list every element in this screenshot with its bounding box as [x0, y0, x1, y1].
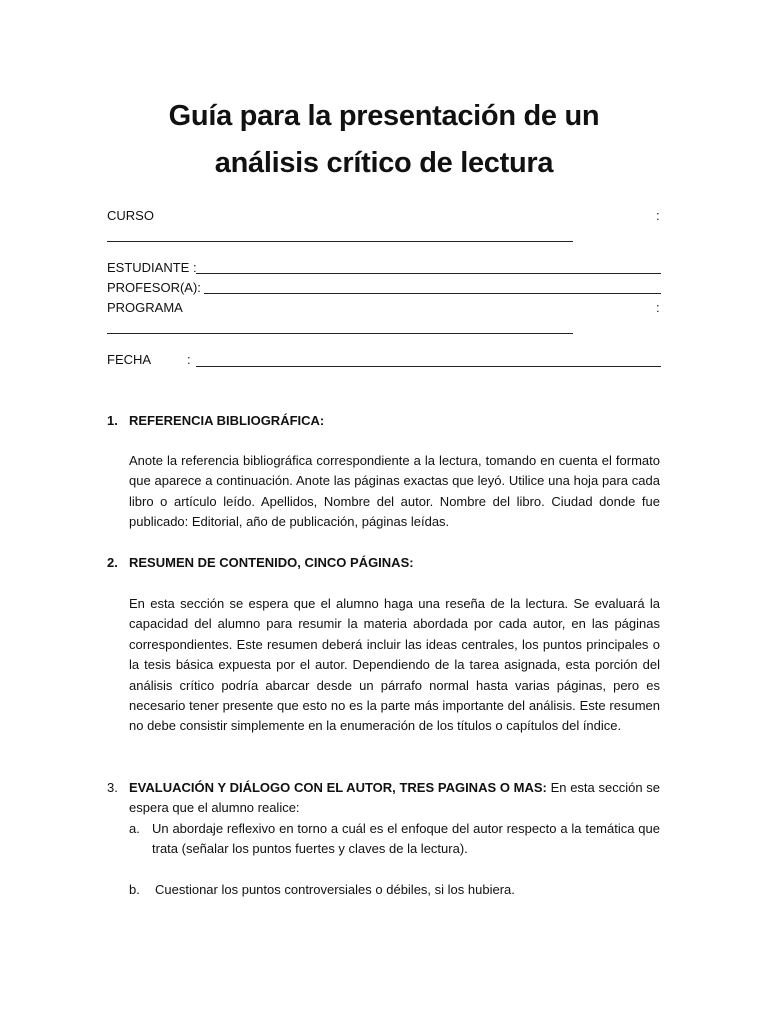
document-title — [0, 93, 768, 187]
section-2-title: RESUMEN DE CONTENIDO, CINCO PÁGINAS: — [129, 555, 414, 570]
fecha-colon: : — [187, 352, 191, 367]
title-line-2: análisis crítico de lectura — [214, 147, 554, 179]
curso-colon: : — [656, 208, 660, 223]
section-1-title: REFERENCIA BIBLIOGRÁFICA: — [129, 413, 325, 428]
section-1-body: Anote la referencia bibliográfica correspondiente a la lectura, tomando en cuenta el formato que aparece a continuación. Anote las páginas exactas que leyó. Utilice una hoja para cada libro o artículo leído. Apellidos, Nombre del autor. Nombre del libro. Ciudad donde fue publicado: Editorial, año de publicación, páginas leídas. — [129, 453, 660, 530]
section-2-body: En esta sección se espera que el alumno haga una reseña de la lectura. Se evaluará la capacidad del alumno para resumir la materia abordada por cada autor, en las páginas correspondientes. Este resumen deberá incluir las ideas centrales, los puntos principales o la tesis básica expuesta por el autor. Dependiendo de la tarea asignada, esta porción del análisis crítico podría abarcar desde un párrafo normal hasta varias páginas, pero es necesario tener presente que esto no es la parte más importante del análisis. Este resumen no debe consistir simplemente en la enumeración de los títulos o capítulos del índice. — [129, 596, 660, 734]
list-item-b-marker: b. — [129, 882, 140, 897]
section-2-heading — [107, 554, 414, 572]
section-3-intro — [129, 778, 660, 819]
list-item-b — [129, 881, 515, 899]
section-3 — [107, 778, 660, 819]
curso-label: CURSO — [107, 208, 154, 223]
programa-field-line[interactable] — [107, 333, 573, 334]
profesor-label: PROFESOR(A): — [107, 280, 201, 295]
fecha-label: FECHA — [107, 352, 152, 367]
section-3-number: 3. — [107, 780, 118, 795]
list-item-a — [129, 819, 660, 860]
programa-colon: : — [656, 300, 660, 315]
list-item-a-text: Un abordaje reflexivo en torno a cuál es el enfoque del autor respecto a la temática que trata (señalar los puntos fuertes y claves de la lectura). — [152, 821, 660, 857]
programa-label: PROGRAMA — [107, 300, 183, 315]
estudiante-label: ESTUDIANTE : — [107, 260, 197, 275]
section-2-number: 2. — [107, 555, 118, 570]
list-item-b-text: Cuestionar los puntos controversiales o débiles, si los hubiera. — [155, 882, 515, 897]
section-3-title: EVALUACIÓN Y DIÁLOGO CON EL AUTOR, TRES PAGINAS O MAS: — [129, 780, 547, 795]
section-3-intro-text: En esta sección se espera que el alumno realice: — [129, 780, 660, 816]
list-item-a-marker: a. — [129, 821, 140, 836]
profesor-field-line[interactable] — [204, 293, 661, 294]
title-line-1: Guía para la presentación de un — [168, 100, 600, 132]
curso-field-line[interactable] — [107, 241, 573, 242]
section-1-number: 1. — [107, 413, 118, 428]
section-1-heading — [107, 412, 324, 430]
estudiante-field-line[interactable] — [196, 273, 661, 274]
fecha-field-line[interactable] — [196, 366, 661, 367]
